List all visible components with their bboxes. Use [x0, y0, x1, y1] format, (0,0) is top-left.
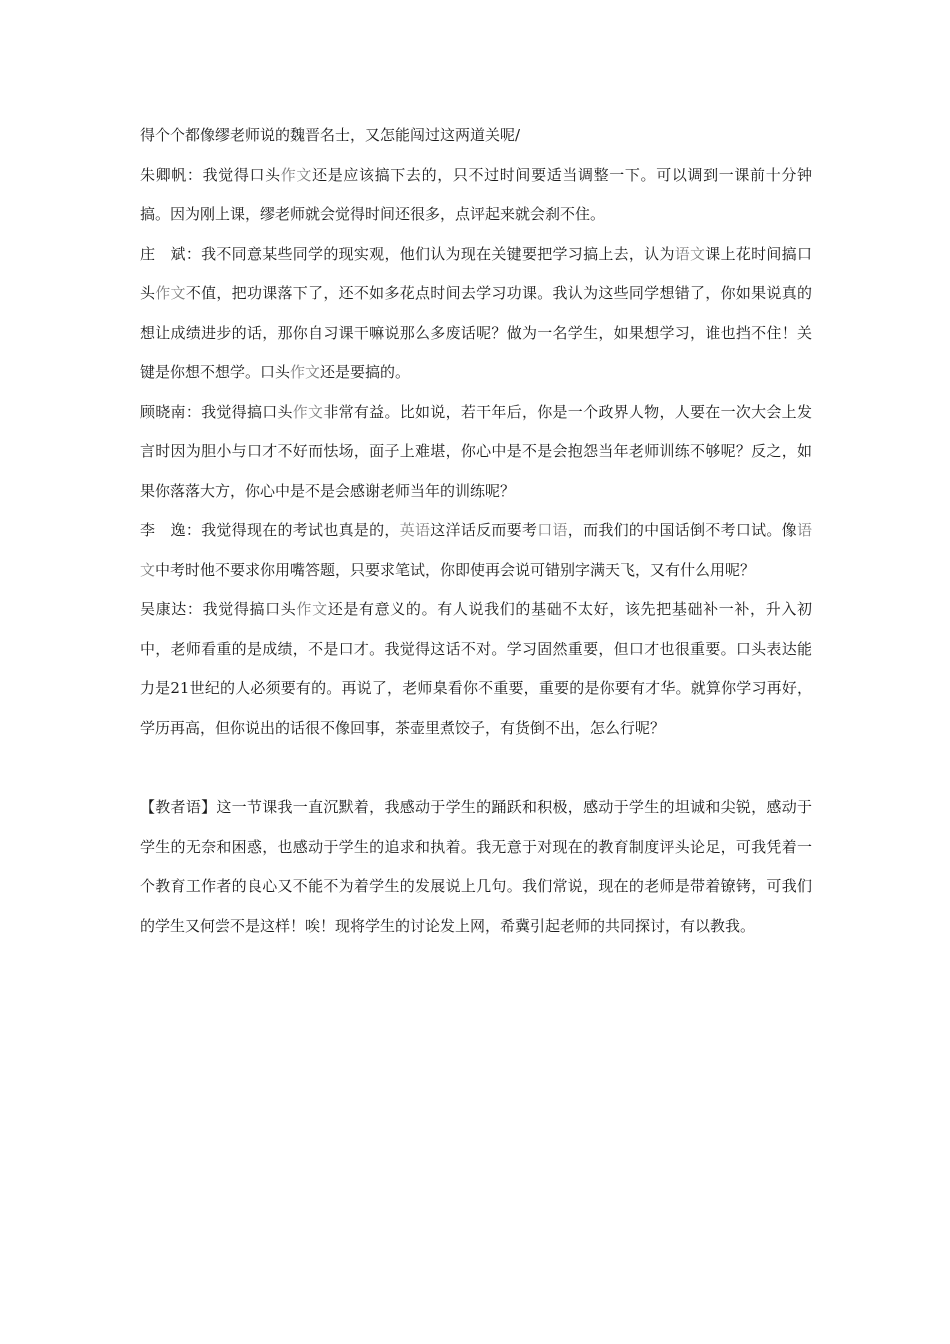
keyword-link[interactable]: 语文 [140, 521, 812, 579]
keyword-link[interactable]: 语文 [674, 244, 706, 263]
text-segment: 还是应该搞下去的，只不过时间要适当调整一下。可以调到一课前十分钟搞。因为刚上课，缪老师就会觉得时间还很多，点评起来就会刹不住。 [140, 165, 812, 223]
student-comment-paragraph [140, 393, 812, 512]
text-segment: 得个个都像缪老师说的魏晋名士，又怎能闯过这两道关呢/ [140, 126, 521, 144]
keyword-link[interactable]: 作文 [296, 600, 328, 618]
text-segment: 还是要搞的。 [320, 363, 411, 381]
keyword-link[interactable]: 作文 [280, 165, 313, 184]
text-segment: 庄 斌：我不同意某些同学的现实观，他们认为现在关键要把学习搞上去，认为 [140, 244, 675, 263]
text-segment: 中考时他不要求你用嘴答题，只要求笔试，你即使再会说可错别字满天飞，又有什么用呢？ [155, 560, 756, 579]
student-comment-paragraph [140, 156, 812, 235]
text-segment: ，而我们的中国话倒不考口试。像 [567, 521, 797, 539]
text-segment: 非常有益。比如说，若干年后，你是一个政界人物，人要在一次大会上发言时因为胆小与口才不好而怯场，面子上难堪，你心中是不是会抱怨当年老师训练不够呢？反之，如果你落落大方，你心中是不是会感谢老师当年的训练呢？ [140, 402, 812, 500]
text-segment: 朱卿帆：我觉得口头 [140, 165, 281, 184]
student-comment-paragraph [140, 235, 812, 393]
student-comment-paragraph [140, 590, 812, 748]
text-segment: 【教者语】这一节课我一直沉默着，我感动于学生的踊跃和积极，感动于学生的坦诚和尖锐，感动于学生的无奈和困惑，也感动于学生的追求和执着。我无意于对现在的教育制度评头论足，可我凭着一个教育工作者的良心又不能不为着学生的发展说上几句。我们常说，现在的老师是带着镣铐，可我们的学生又何尝不是这样！唉！现将学生的讨论发上网，希冀引起老师的共同探讨，有以教我。 [140, 798, 812, 935]
paragraph-spacer [140, 748, 812, 788]
text-segment: 李 逸：我觉得现在的考试也真是的， [140, 521, 400, 539]
text-segment: 课上花时间搞口头 [140, 244, 812, 302]
text-segment: 吴康达：我觉得搞口头 [140, 600, 297, 618]
keyword-link[interactable]: 口语 [537, 521, 568, 539]
keyword-link[interactable]: 作文 [155, 284, 186, 302]
document-body [140, 116, 812, 946]
text-segment: 还是有意义的。有人说我们的基础不太好，该先把基础补一补，升入初中，老师看重的是成绩，不是口才。我觉得这话不对。学习固然重要，但口才也很重要。口头表达能力是21世纪的人必须要有的。再说了，老师臬看你不重要，重要的是你要有才华。就算你学习再好，学历再高，但你说出的话很不像回事，茶壶里煮饺子，有货倒不出，怎么行呢？ [140, 600, 812, 737]
student-comment-paragraph [140, 116, 812, 156]
keyword-link[interactable]: 英语 [399, 521, 431, 539]
keyword-link[interactable]: 作文 [292, 402, 324, 421]
text-segment: 不值，把功课落下了，还不如多花点时间去学习功课。我认为这些同学想错了，你如果说真的想让成绩进步的话，那你自习课干嘛说那么多废话呢？做为一名学生，如果想学习，谁也挡不住！关键是你想不想学。口头 [140, 284, 812, 381]
keyword-link[interactable]: 作文 [290, 363, 321, 381]
text-segment: 顾晓南：我觉得搞口头 [140, 402, 293, 421]
text-segment: 这洋话反而要考 [430, 521, 538, 539]
teacher-remark-paragraph [140, 788, 812, 946]
document-page [140, 116, 812, 946]
student-comment-paragraph [140, 511, 812, 590]
